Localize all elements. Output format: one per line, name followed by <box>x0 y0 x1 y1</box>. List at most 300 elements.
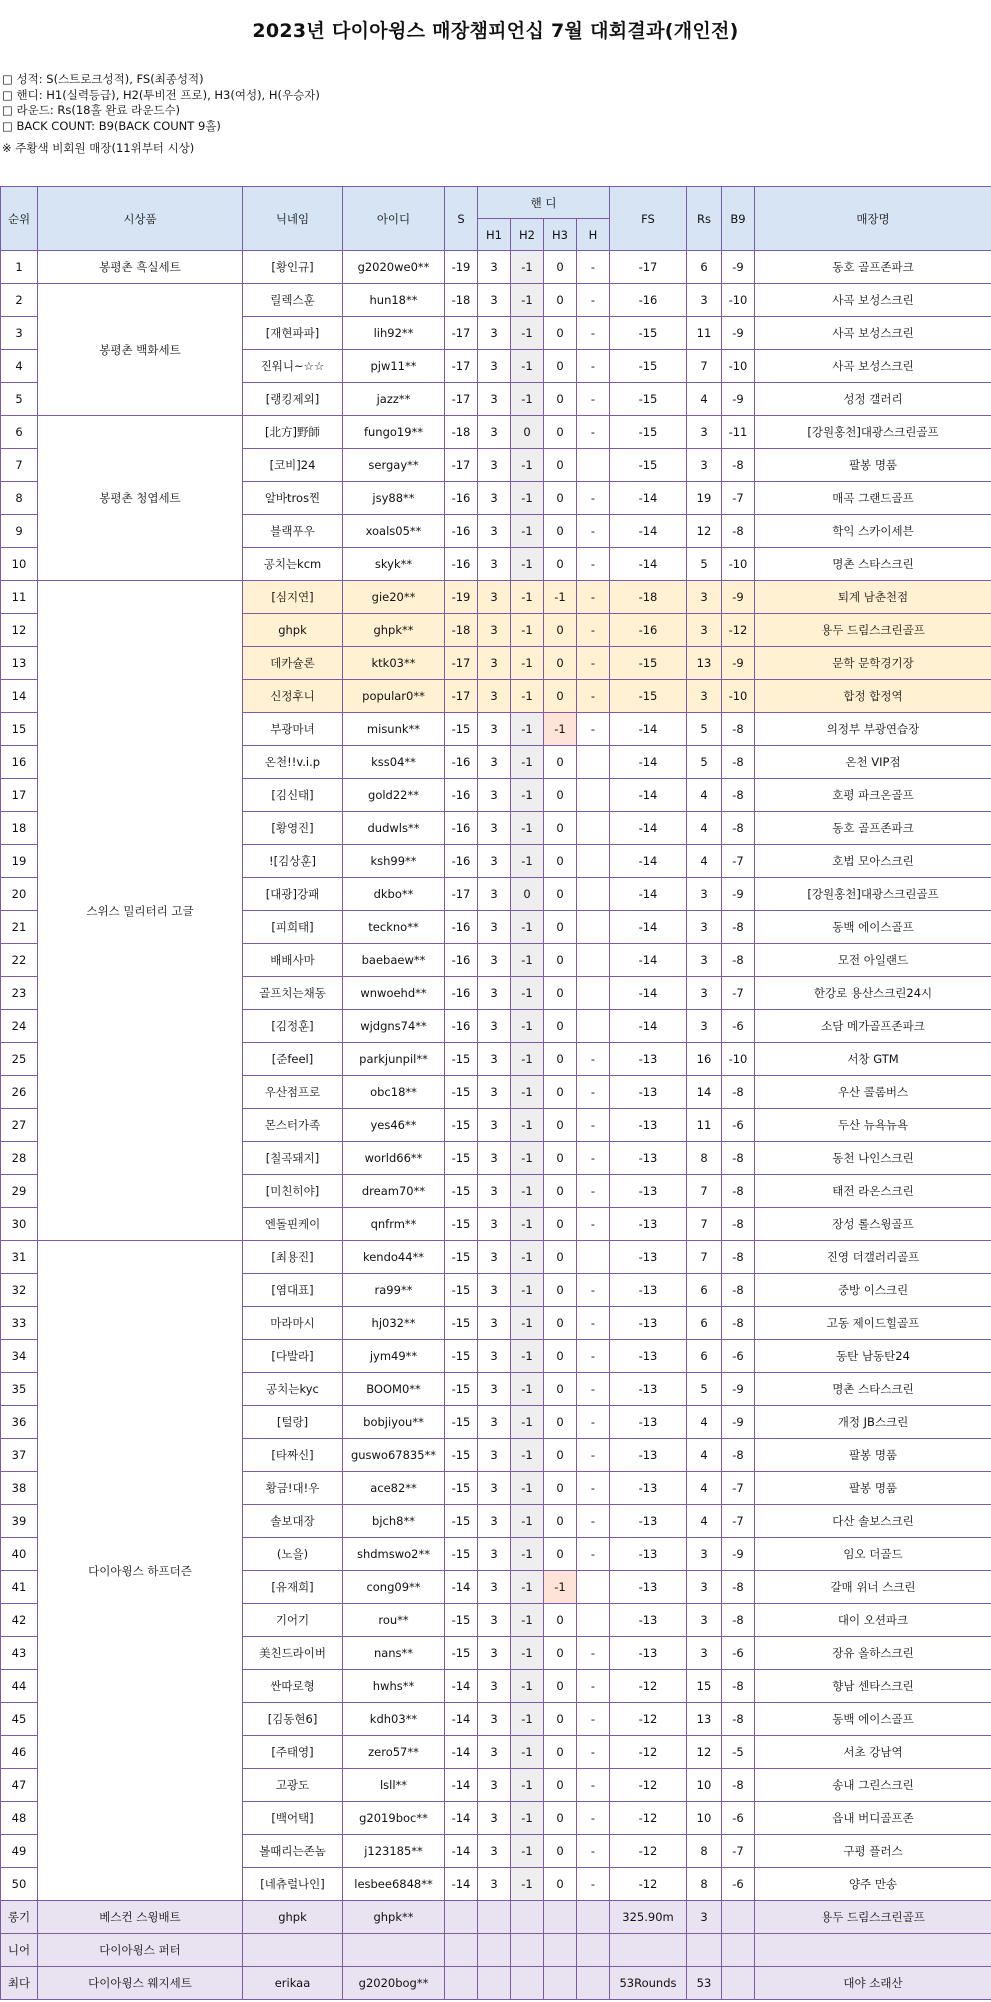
nickname-cell: [네츄럴나인] <box>243 1868 343 1901</box>
header-b9: B9 <box>722 187 755 251</box>
final-score-cell: -14 <box>610 1010 687 1043</box>
rounds-cell: 53 <box>687 1967 722 2000</box>
final-score-cell: -12 <box>610 1703 687 1736</box>
note-round: □ 라운드: Rs(18홀 완료 라운드수) <box>2 103 181 117</box>
nickname-cell: [심지연] <box>243 581 343 614</box>
h3-cell: 0 <box>544 977 577 1010</box>
backcount-cell: -9 <box>722 1406 755 1439</box>
h-cell: - <box>577 1406 610 1439</box>
backcount-cell: -8 <box>722 911 755 944</box>
score-cell: -16 <box>445 977 478 1010</box>
backcount-cell: -8 <box>722 1274 755 1307</box>
rank-cell: 7 <box>1 449 38 482</box>
h2-cell: -1 <box>511 515 544 548</box>
rounds-cell: 3 <box>687 1571 722 1604</box>
nickname-cell: 골프치는채동 <box>243 977 343 1010</box>
h3-cell: 0 <box>544 1076 577 1109</box>
h3-cell: 0 <box>544 647 577 680</box>
id-cell: g2019boc** <box>343 1802 445 1835</box>
score-cell: -14 <box>445 1802 478 1835</box>
score-cell: -15 <box>445 1373 478 1406</box>
store-cell: 사곡 보성스크린 <box>755 350 991 383</box>
h1-cell: 3 <box>478 647 511 680</box>
h2-cell: -1 <box>511 1538 544 1571</box>
rounds-cell: 3 <box>687 977 722 1010</box>
h1-cell: 3 <box>478 1043 511 1076</box>
backcount-cell: -8 <box>722 1241 755 1274</box>
h3-cell: 0 <box>544 1736 577 1769</box>
final-score-cell: -15 <box>610 647 687 680</box>
score-cell: -15 <box>445 1472 478 1505</box>
h2-cell: -1 <box>511 1703 544 1736</box>
nickname-cell: [백어택] <box>243 1802 343 1835</box>
final-score-cell: -14 <box>610 548 687 581</box>
backcount-cell: -8 <box>722 449 755 482</box>
nickname-cell: 공치는kyc <box>243 1373 343 1406</box>
rounds-cell: 3 <box>687 449 722 482</box>
nickname-cell: (노을) <box>243 1538 343 1571</box>
store-cell: 소담 메가골프존파크 <box>755 1010 991 1043</box>
h3-cell: 0 <box>544 1010 577 1043</box>
rank-cell: 40 <box>1 1538 38 1571</box>
score-cell: -18 <box>445 284 478 317</box>
h3-cell: 0 <box>544 911 577 944</box>
h2-cell <box>511 1967 544 2000</box>
h3-cell: 0 <box>544 1670 577 1703</box>
nickname-cell: 데카슐론 <box>243 647 343 680</box>
h3-cell: 0 <box>544 1802 577 1835</box>
rounds-cell: 3 <box>687 1538 722 1571</box>
nickname-cell: [황인규] <box>243 251 343 284</box>
h-cell <box>577 1901 610 1934</box>
h-cell: - <box>577 350 610 383</box>
score-cell: -17 <box>445 878 478 911</box>
rounds-cell <box>687 1934 722 1967</box>
id-cell: zero57** <box>343 1736 445 1769</box>
rank-cell: 1 <box>1 251 38 284</box>
score-cell: -17 <box>445 350 478 383</box>
prize-cell: 봉평촌 백화세트 <box>38 284 243 416</box>
backcount-cell: -8 <box>722 1670 755 1703</box>
h2-cell: -1 <box>511 1406 544 1439</box>
h2-cell: -1 <box>511 1373 544 1406</box>
rank-cell: 46 <box>1 1736 38 1769</box>
rounds-cell: 14 <box>687 1076 722 1109</box>
store-cell: 임오 더골드 <box>755 1538 991 1571</box>
h2-cell: -1 <box>511 383 544 416</box>
rank-cell: 34 <box>1 1340 38 1373</box>
h-cell <box>577 878 610 911</box>
final-score-cell: -13 <box>610 1373 687 1406</box>
h2-cell <box>511 1901 544 1934</box>
score-cell: -14 <box>445 1703 478 1736</box>
rank-cell: 49 <box>1 1835 38 1868</box>
id-cell: shdmswo2** <box>343 1538 445 1571</box>
backcount-cell: -8 <box>722 1076 755 1109</box>
h2-cell: -1 <box>511 1637 544 1670</box>
rank-cell: 20 <box>1 878 38 911</box>
final-score-cell: -14 <box>610 878 687 911</box>
final-score-cell: -13 <box>610 1571 687 1604</box>
h3-cell <box>544 1901 577 1934</box>
h3-cell: 0 <box>544 1340 577 1373</box>
prize-cell: 스위스 밀리터리 고글 <box>38 581 243 1241</box>
store-cell: 한강로 용산스크린24시 <box>755 977 991 1010</box>
rounds-cell: 10 <box>687 1802 722 1835</box>
backcount-cell: -9 <box>722 1538 755 1571</box>
backcount-cell: -8 <box>722 1439 755 1472</box>
backcount-cell: -8 <box>722 1571 755 1604</box>
id-cell: world66** <box>343 1142 445 1175</box>
h-cell <box>577 1967 610 2000</box>
rank-cell: 26 <box>1 1076 38 1109</box>
final-score-cell: -14 <box>610 911 687 944</box>
rounds-cell: 3 <box>687 1901 722 1934</box>
h1-cell: 3 <box>478 383 511 416</box>
h3-cell: 0 <box>544 746 577 779</box>
rounds-cell: 4 <box>687 779 722 812</box>
id-cell: lih92** <box>343 317 445 350</box>
h1-cell: 3 <box>478 1703 511 1736</box>
id-cell: ksh99** <box>343 845 445 878</box>
store-cell: 다산 솔보스크린 <box>755 1505 991 1538</box>
backcount-cell: -9 <box>722 251 755 284</box>
h1-cell: 3 <box>478 944 511 977</box>
h3-cell: 0 <box>544 1175 577 1208</box>
id-cell: g2020we0** <box>343 251 445 284</box>
nickname-cell: [최용진] <box>243 1241 343 1274</box>
score-cell: -16 <box>445 911 478 944</box>
store-cell: 퇴계 남춘천점 <box>755 581 991 614</box>
rounds-cell: 5 <box>687 746 722 779</box>
h2-cell: -1 <box>511 647 544 680</box>
id-cell: hj032** <box>343 1307 445 1340</box>
h2-cell: -1 <box>511 713 544 746</box>
id-cell: wnwoehd** <box>343 977 445 1010</box>
rounds-cell: 4 <box>687 1406 722 1439</box>
h2-cell: -1 <box>511 1175 544 1208</box>
final-score-cell: -14 <box>610 845 687 878</box>
h-cell: - <box>577 548 610 581</box>
h2-cell: -1 <box>511 1571 544 1604</box>
backcount-cell: -10 <box>722 1043 755 1076</box>
award-label-cell: 롱기 <box>1 1901 38 1934</box>
store-cell: 동탄 남동탄24 <box>755 1340 991 1373</box>
h2-cell: -1 <box>511 680 544 713</box>
store-cell: 동호 골프존파크 <box>755 251 991 284</box>
score-cell: -15 <box>445 1406 478 1439</box>
h-cell: - <box>577 317 610 350</box>
final-score-cell: -13 <box>610 1439 687 1472</box>
id-cell: gie20** <box>343 581 445 614</box>
final-score-cell: -13 <box>610 1208 687 1241</box>
store-cell: 장유 올하스크린 <box>755 1637 991 1670</box>
h-cell: - <box>577 515 610 548</box>
page-title: 2023년 다이아윙스 매장챔피언십 7월 대회결과(개인전) <box>252 20 739 42</box>
h3-cell: -1 <box>544 1571 577 1604</box>
backcount-cell: -7 <box>722 1472 755 1505</box>
h1-cell: 3 <box>478 317 511 350</box>
header-h1: H1 <box>478 219 511 251</box>
id-cell: dream70** <box>343 1175 445 1208</box>
store-cell: 문학 문학경기장 <box>755 647 991 680</box>
final-score-cell: -14 <box>610 482 687 515</box>
rank-cell: 12 <box>1 614 38 647</box>
note-handicap: □ 핸디: H1(실력등급), H2(투비전 프로), H3(여성), H(우승자) <box>2 87 320 102</box>
h2-cell: -1 <box>511 581 544 614</box>
h2-cell: -1 <box>511 944 544 977</box>
rank-cell: 19 <box>1 845 38 878</box>
h1-cell: 3 <box>478 1769 511 1802</box>
store-cell: 합정 합정역 <box>755 680 991 713</box>
id-cell: gold22** <box>343 779 445 812</box>
rank-cell: 14 <box>1 680 38 713</box>
final-score-cell: -15 <box>610 317 687 350</box>
score-cell: -17 <box>445 383 478 416</box>
rounds-cell: 6 <box>687 1307 722 1340</box>
h3-cell: 0 <box>544 416 577 449</box>
score-cell <box>445 1934 478 1967</box>
id-cell: cong09** <box>343 1571 445 1604</box>
nickname-cell: 진워니~☆☆ <box>243 350 343 383</box>
rounds-cell: 3 <box>687 944 722 977</box>
nickname-cell <box>243 1934 343 1967</box>
nickname-cell: 부광마녀 <box>243 713 343 746</box>
h-cell: - <box>577 1076 610 1109</box>
backcount-cell <box>722 1901 755 1934</box>
h2-cell: -1 <box>511 1076 544 1109</box>
store-cell: 서창 GTM <box>755 1043 991 1076</box>
backcount-cell: -11 <box>722 416 755 449</box>
backcount-cell: -6 <box>722 1109 755 1142</box>
id-cell: popular0** <box>343 680 445 713</box>
score-cell: -17 <box>445 680 478 713</box>
h1-cell: 3 <box>478 911 511 944</box>
h-cell <box>577 1010 610 1043</box>
rounds-cell: 7 <box>687 350 722 383</box>
h3-cell: 0 <box>544 779 577 812</box>
h3-cell: 0 <box>544 878 577 911</box>
store-cell: 송내 그린스크린 <box>755 1769 991 1802</box>
final-score-cell: -14 <box>610 515 687 548</box>
id-cell: tecknо** <box>343 911 445 944</box>
h2-cell: -1 <box>511 548 544 581</box>
score-cell: -14 <box>445 1571 478 1604</box>
id-cell: BOOM0** <box>343 1373 445 1406</box>
nickname-cell: 알바tros찐 <box>243 482 343 515</box>
final-score-cell: -14 <box>610 977 687 1010</box>
backcount-cell: -9 <box>722 581 755 614</box>
h-cell: - <box>577 1340 610 1373</box>
final-score-cell: -13 <box>610 1175 687 1208</box>
backcount-cell: -7 <box>722 482 755 515</box>
header-h3: H3 <box>544 219 577 251</box>
score-cell: -15 <box>445 1274 478 1307</box>
store-cell: 온천 VIP점 <box>755 746 991 779</box>
h-cell <box>577 845 610 878</box>
score-cell: -18 <box>445 614 478 647</box>
nickname-cell: [대광]강패 <box>243 878 343 911</box>
table-row <box>1 284 991 317</box>
h2-cell: -1 <box>511 1472 544 1505</box>
h3-cell <box>544 1967 577 2000</box>
h3-cell: 0 <box>544 1406 577 1439</box>
prize-cell: 다이아윙스 퍼터 <box>38 1934 243 1967</box>
rank-cell: 10 <box>1 548 38 581</box>
score-cell: -15 <box>445 1307 478 1340</box>
rank-cell: 13 <box>1 647 38 680</box>
id-cell: baebaew** <box>343 944 445 977</box>
h2-cell: -1 <box>511 1505 544 1538</box>
special-award-row <box>1 1934 991 1967</box>
h-cell: - <box>577 1736 610 1769</box>
id-cell: g2020bog** <box>343 1967 445 2000</box>
store-cell: 두산 뉴욕뉴욕 <box>755 1109 991 1142</box>
score-cell: -14 <box>445 1670 478 1703</box>
score-cell: -14 <box>445 1736 478 1769</box>
final-score-cell: -18 <box>610 581 687 614</box>
h1-cell: 3 <box>478 1802 511 1835</box>
backcount-cell: -8 <box>722 944 755 977</box>
score-cell: -19 <box>445 581 478 614</box>
store-cell: 갈매 위너 스크린 <box>755 1571 991 1604</box>
final-score-cell: -15 <box>610 383 687 416</box>
store-cell: 동백 에이스골프 <box>755 1703 991 1736</box>
nickname-cell: [피희태] <box>243 911 343 944</box>
h1-cell: 3 <box>478 845 511 878</box>
final-score-cell: -14 <box>610 812 687 845</box>
score-cell: -14 <box>445 1835 478 1868</box>
store-cell: 성정 갤러리 <box>755 383 991 416</box>
table-row <box>1 416 991 449</box>
nickname-cell: [유재희] <box>243 1571 343 1604</box>
nickname-cell: [김동현6] <box>243 1703 343 1736</box>
h3-cell: 0 <box>544 383 577 416</box>
backcount-cell: -8 <box>722 1208 755 1241</box>
id-cell: ghpk** <box>343 614 445 647</box>
score-cell: -14 <box>445 1769 478 1802</box>
backcount-cell: -7 <box>722 845 755 878</box>
score-cell: -15 <box>445 1538 478 1571</box>
id-cell: kdh03** <box>343 1703 445 1736</box>
h1-cell: 3 <box>478 515 511 548</box>
header-prize: 시상품 <box>38 187 243 251</box>
id-cell: lesbee6848** <box>343 1868 445 1901</box>
nickname-cell: 배배사마 <box>243 944 343 977</box>
h3-cell: 0 <box>544 1208 577 1241</box>
rounds-cell: 11 <box>687 317 722 350</box>
rank-cell: 16 <box>1 746 38 779</box>
h3-cell: 0 <box>544 1703 577 1736</box>
h-cell <box>577 1604 610 1637</box>
store-cell: 팔봉 명품 <box>755 1439 991 1472</box>
backcount-cell: -6 <box>722 1868 755 1901</box>
h1-cell: 3 <box>478 1637 511 1670</box>
id-cell: skyk** <box>343 548 445 581</box>
store-cell: 태전 라온스크린 <box>755 1175 991 1208</box>
store-cell: 사곡 보성스크린 <box>755 317 991 350</box>
rank-cell: 17 <box>1 779 38 812</box>
nickname-cell: [준feel] <box>243 1043 343 1076</box>
rank-cell: 33 <box>1 1307 38 1340</box>
h3-cell: 0 <box>544 350 577 383</box>
h2-cell: -1 <box>511 1043 544 1076</box>
nickname-cell: [김정훈] <box>243 1010 343 1043</box>
final-score-cell: -16 <box>610 614 687 647</box>
h-cell: - <box>577 647 610 680</box>
rounds-cell: 8 <box>687 1835 722 1868</box>
store-cell: [강원홍천]대광스크린골프 <box>755 416 991 449</box>
h1-cell: 3 <box>478 449 511 482</box>
rank-cell: 45 <box>1 1703 38 1736</box>
note-backcount: □ BACK COUNT: B9(BACK COUNT 9홀) <box>2 118 221 133</box>
id-cell: nans** <box>343 1637 445 1670</box>
h3-cell: -1 <box>544 581 577 614</box>
id-cell: yes46** <box>343 1109 445 1142</box>
score-cell: -15 <box>445 1505 478 1538</box>
rounds-cell: 4 <box>687 1439 722 1472</box>
h-cell: - <box>577 1274 610 1307</box>
store-cell: 양주 만송 <box>755 1868 991 1901</box>
store-cell: 동천 나인스크린 <box>755 1142 991 1175</box>
id-cell: j123185** <box>343 1835 445 1868</box>
header-rank: 순위 <box>1 187 38 251</box>
nickname-cell: 엔돌핀케이 <box>243 1208 343 1241</box>
h1-cell: 3 <box>478 1175 511 1208</box>
store-cell: 용두 드림스크린골프 <box>755 614 991 647</box>
h1-cell: 3 <box>478 746 511 779</box>
final-score-cell: -12 <box>610 1736 687 1769</box>
h3-cell: 0 <box>544 680 577 713</box>
score-cell: -15 <box>445 1637 478 1670</box>
rounds-cell: 7 <box>687 1208 722 1241</box>
header-s: S <box>445 187 478 251</box>
store-cell: 장성 롤스윙골프 <box>755 1208 991 1241</box>
id-cell: misunk** <box>343 713 445 746</box>
h3-cell: 0 <box>544 1637 577 1670</box>
rank-cell: 9 <box>1 515 38 548</box>
h2-cell: -1 <box>511 977 544 1010</box>
h2-cell: -1 <box>511 746 544 779</box>
final-score-cell: -13 <box>610 1307 687 1340</box>
score-cell: -15 <box>445 1439 478 1472</box>
backcount-cell: -12 <box>722 614 755 647</box>
rounds-cell: 3 <box>687 614 722 647</box>
backcount-cell: -6 <box>722 1637 755 1670</box>
id-cell: ra99** <box>343 1274 445 1307</box>
h-cell <box>577 449 610 482</box>
award-label-cell: 최다 <box>1 1967 38 2000</box>
h-cell: - <box>577 1373 610 1406</box>
h3-cell: 0 <box>544 812 577 845</box>
h3-cell <box>544 1934 577 1967</box>
id-cell: wjdgns74** <box>343 1010 445 1043</box>
h3-cell: 0 <box>544 1109 577 1142</box>
rounds-cell: 4 <box>687 812 722 845</box>
h1-cell: 3 <box>478 614 511 647</box>
h1-cell: 3 <box>478 1406 511 1439</box>
h3-cell: 0 <box>544 845 577 878</box>
score-cell <box>445 1901 478 1934</box>
h2-cell: -1 <box>511 779 544 812</box>
h3-cell: 0 <box>544 1472 577 1505</box>
final-score-cell: -13 <box>610 1604 687 1637</box>
prize-cell: 봉평촌 청엽세트 <box>38 416 243 581</box>
h3-cell: 0 <box>544 1142 577 1175</box>
final-score-cell: -14 <box>610 779 687 812</box>
h3-cell: 0 <box>544 251 577 284</box>
h2-cell: -1 <box>511 482 544 515</box>
